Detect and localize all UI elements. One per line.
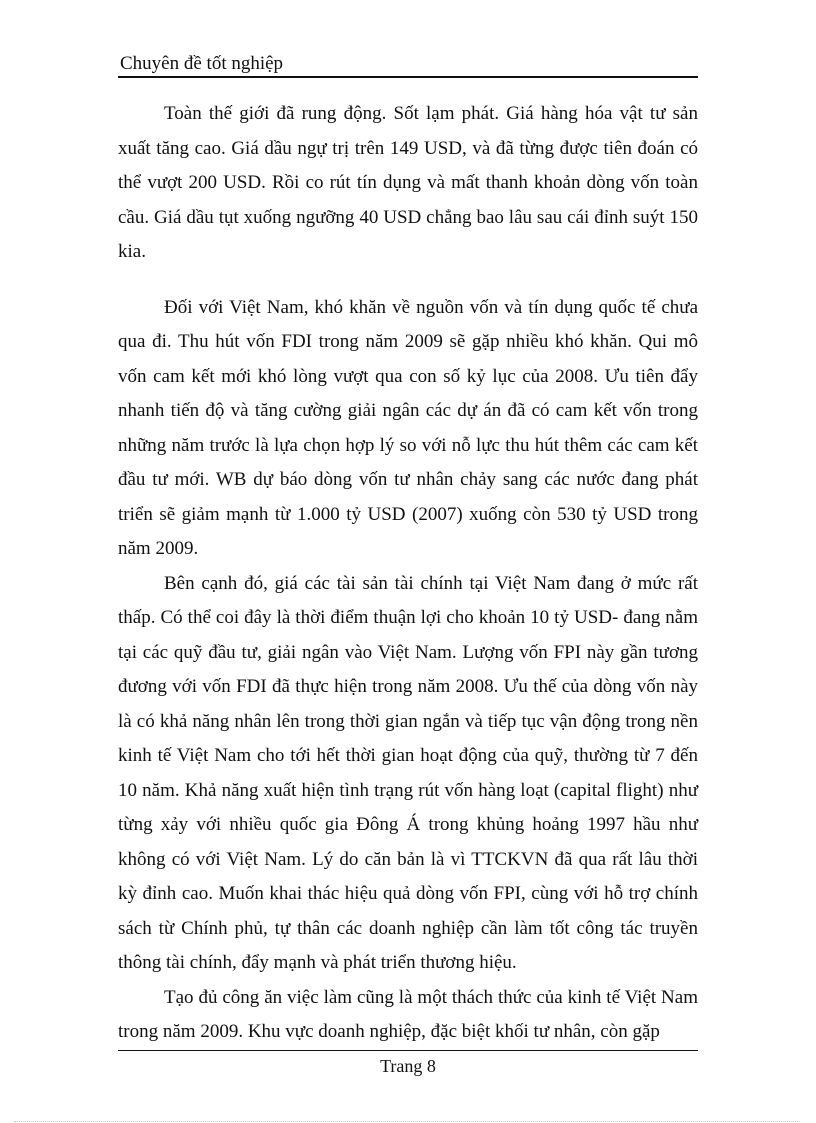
header-rule [118,76,698,78]
running-header: Chuyên đề tốt nghiệp [120,53,284,74]
footer-rule [118,1050,698,1051]
paragraph-4: Tạo đủ công ăn việc làm cũng là một thách thức của kinh tế Việt Nam trong năm 2009. Khu vực doanh nghiệp, đặc biệt khối tư nhân, còn gặp [118,986,698,1042]
paragraph-1: Toàn thế giới đã rung động. Sốt lạm phát. Giá hàng hóa vật tư sản xuất tăng cao. Giá dầu ngự trị trên 149 USD, và đã từng được tiên đoán có thể vượt 200 USD. Rồi co rút tín dụng và mất thanh khoản dòng vốn toàn cầu. Giá dầu tụt xuống ngưỡng 40 USD chẳng bao lâu sau cái đỉnh suýt 150 kia. [118,103,698,262]
page-body [118,97,698,1050]
paragraph-3: Bên cạnh đó, giá các tài sản tài chính tại Việt Nam đang ở mức rất thấp. Có thể coi đây là thời điểm thuận lợi cho khoản 10 tỷ USD- đang nằm tại các quỹ đầu tư, giải ngân vào Việt Nam. Lượng vốn FPI này gần tương đương với vốn FDI đã thực hiện trong năm 2008. Ưu thế của dòng vốn này là có khả năng nhân lên trong thời gian ngắn và tiếp tục vận động trong nền kinh tế Việt Nam cho tới hết thời gian hoạt động của quỹ, thường từ 7 đến 10 năm. Khả năng xuất hiện tình trạng rút vốn hàng loạt (capital flight) như từng xảy với nhiều quốc gia Đông Á trong khủng hoảng 1997 hầu như không có với Việt Nam. Lý do căn bản là vì TTCKVN đã qua rất lâu thời kỳ đỉnh cao. Muốn khai thác hiệu quả dòng vốn FPI, cùng với hỗ trợ chính sách từ Chính phủ, tự thân các doanh nghiệp cần làm tốt công tác truyền thông tài chính, đẩy mạnh và phát triển thương hiệu. [118,572,698,973]
page-bottom-edge [14,1121,800,1122]
paragraph-2: Đối với Việt Nam, khó khăn về nguồn vốn và tín dụng quốc tế chưa qua đi. Thu hút vốn FDI trong năm 2009 sẽ gặp nhiều khó khăn. Qui mô vốn cam kết mới khó lòng vượt qua con số kỷ lục của 2008. Ưu tiên đẩy nhanh tiến độ và tăng cường giải ngân các dự án đã có cam kết vốn trong những năm trước là lựa chọn hợp lý so với nỗ lực thu hút thêm các cam kết đầu tư mới. WB dự báo dòng vốn tư nhân chảy sang các nước đang phát triển sẽ giảm mạnh từ 1.000 tỷ USD (2007) xuống còn 530 tỷ USD trong năm 2009. [118,296,698,559]
page-number: Trang 8 [380,1056,436,1076]
